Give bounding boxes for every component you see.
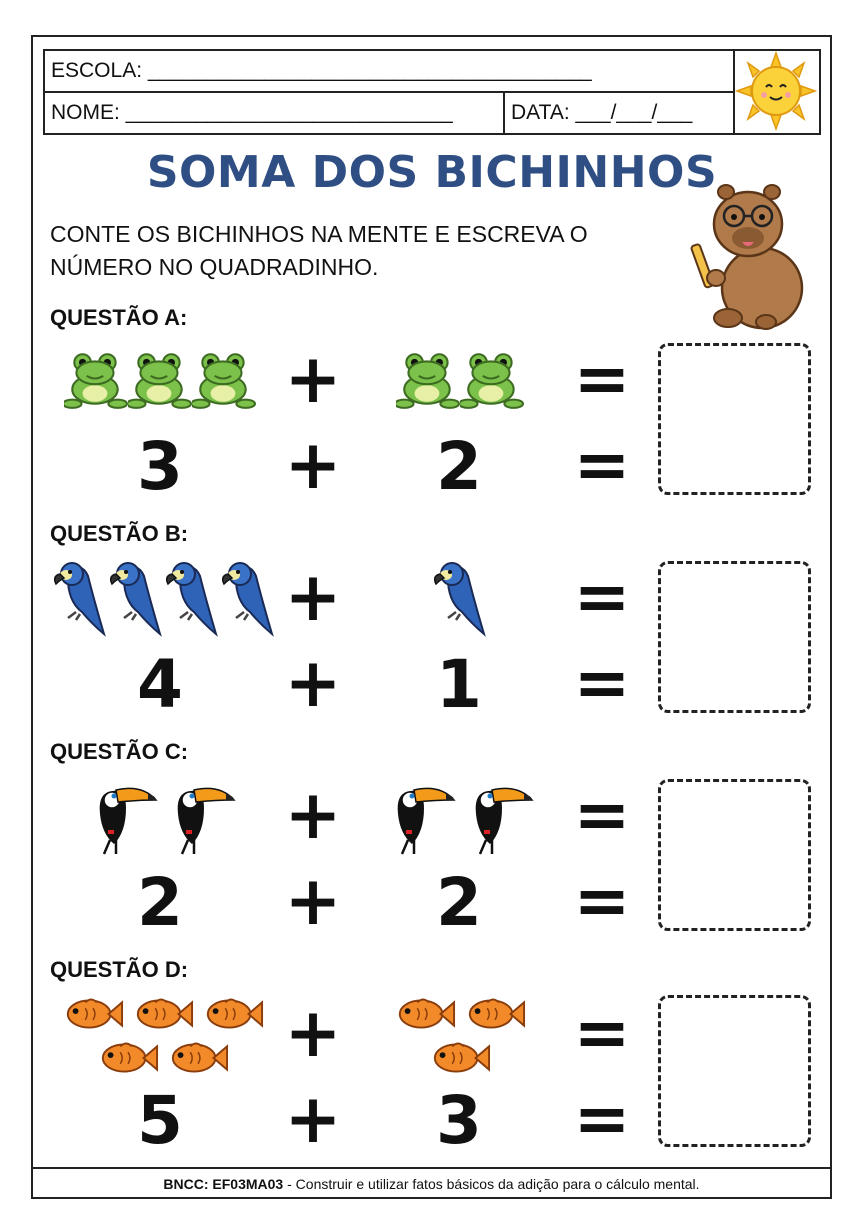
plus-sign: + [284, 558, 342, 637]
addend-right: 2 [436, 864, 482, 941]
plus-sign: + [284, 776, 342, 855]
frog-icon [192, 348, 256, 410]
header-table [43, 49, 821, 135]
parrot-icon [48, 560, 108, 640]
toucan-icon [380, 778, 460, 858]
addend-left: 2 [137, 864, 183, 941]
equals-sign: = [573, 558, 631, 637]
name-field[interactable]: NOME: ____________________________ [51, 101, 453, 124]
toucan-icon [82, 778, 162, 858]
fish-icon [167, 1038, 229, 1078]
capybara-icon [690, 178, 808, 330]
footer-bncc [31, 1167, 832, 1199]
fish-icon [394, 994, 456, 1034]
school-row [45, 51, 733, 93]
plus-sign: + [284, 862, 342, 941]
addend-right: 1 [436, 646, 482, 723]
question-a-label: QUESTÃO A: [50, 305, 188, 330]
answer-box-b[interactable] [658, 561, 811, 713]
bncc-description: - Construir e utilizar fatos básicos da adição para o cálculo mental. [283, 1176, 700, 1192]
plus-sign: + [284, 644, 342, 723]
plus-sign: + [284, 340, 342, 419]
question-c-label: QUESTÃO C: [50, 739, 189, 764]
equals-sign: = [573, 862, 631, 941]
sun-box [733, 51, 819, 133]
addend-right: 2 [436, 428, 482, 505]
parrot-icon [428, 560, 488, 640]
fish-icon [62, 994, 124, 1034]
fish-icon [429, 1038, 491, 1078]
parrot-icon [160, 560, 220, 640]
school-field[interactable]: ESCOLA: ______________________________________ [51, 59, 592, 82]
answer-box-c[interactable] [658, 779, 811, 931]
equals-sign: = [573, 776, 631, 855]
plus-sign: + [284, 994, 342, 1073]
fish-icon [202, 994, 264, 1034]
addend-left: 3 [137, 428, 183, 505]
question-b-label: QUESTÃO B: [50, 521, 189, 546]
date-row [505, 93, 733, 133]
bncc-code: BNCC: EF03MA03 [163, 1176, 284, 1192]
equals-sign: = [573, 426, 631, 505]
instructions-text: CONTE OS BICHINHOS NA MENTE E ESCREVA O NÚMERO NO QUADRADINHO. [50, 221, 588, 280]
frog-icon [396, 348, 460, 410]
addend-left: 5 [137, 1082, 183, 1159]
fish-icon [132, 994, 194, 1034]
answer-box-d[interactable] [658, 995, 811, 1147]
frog-icon [64, 348, 128, 410]
name-row [45, 93, 505, 133]
date-field[interactable]: DATA: ___/___/___ [511, 101, 693, 124]
toucan-icon [458, 778, 538, 858]
toucan-icon [160, 778, 240, 858]
frog-icon [128, 348, 192, 410]
equals-sign: = [573, 644, 631, 723]
addend-right: 3 [436, 1082, 482, 1159]
answer-box-a[interactable] [658, 343, 811, 495]
frog-icon [460, 348, 524, 410]
plus-sign: + [284, 1080, 342, 1159]
equals-sign: = [573, 994, 631, 1073]
sun-icon [735, 51, 817, 131]
parrot-icon [216, 560, 276, 640]
parrot-icon [104, 560, 164, 640]
addend-left: 4 [137, 646, 183, 723]
equals-sign: = [573, 340, 631, 419]
page-title: SOMA DOS BICHINHOS [146, 147, 718, 198]
question-d-label: QUESTÃO D: [50, 957, 189, 982]
equals-sign: = [573, 1080, 631, 1159]
plus-sign: + [284, 426, 342, 505]
fish-icon [97, 1038, 159, 1078]
fish-icon [464, 994, 526, 1034]
